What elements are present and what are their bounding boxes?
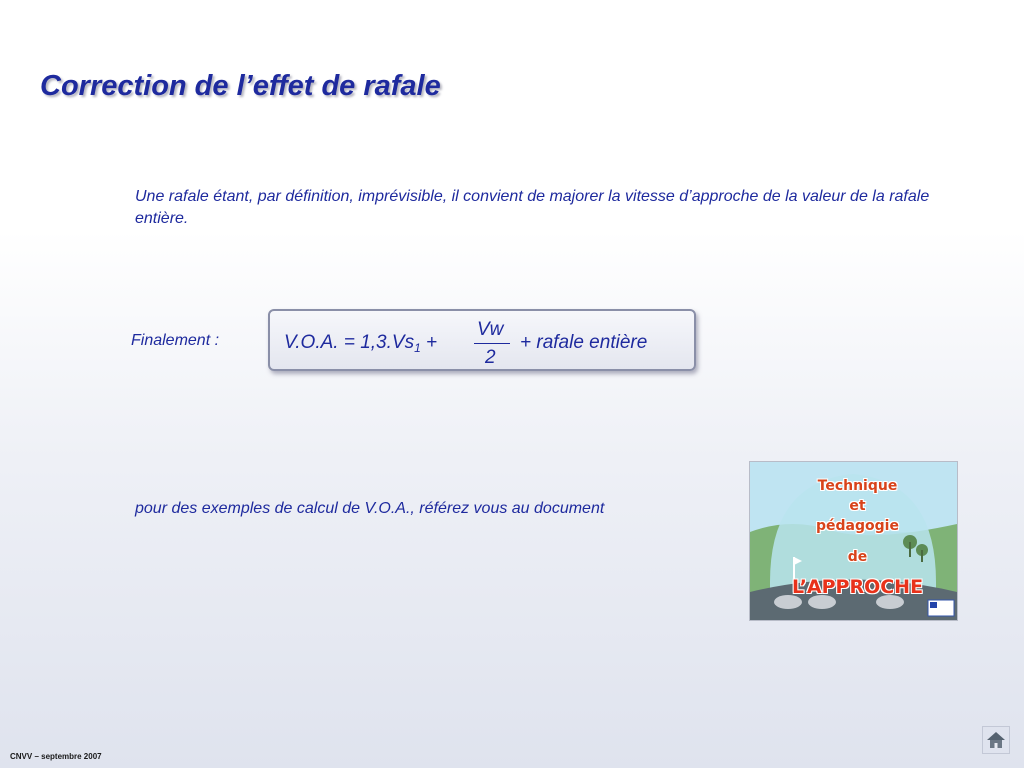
formula-numerator: Vw	[477, 319, 504, 340]
finalement-label: Finalement :	[131, 332, 220, 349]
formula-subscript: 1	[414, 341, 421, 355]
formula-plus: +	[426, 332, 438, 353]
formula-rest: + rafale entière	[520, 332, 648, 353]
document-title-line1: Technique	[817, 478, 898, 494]
document-title-line2: et	[849, 498, 866, 514]
document-title-line5: L’APPROCHE	[791, 576, 924, 598]
slide-title: Correction de l’effet de rafale	[40, 70, 441, 102]
approach-document-link[interactable]	[749, 461, 958, 621]
home-icon	[986, 730, 1006, 750]
document-title-line4: de	[847, 549, 868, 565]
footer-credit: CNVV – septembre 2007	[10, 752, 102, 761]
formula-box	[268, 309, 696, 371]
fraction-bar	[474, 343, 510, 344]
home-button[interactable]	[982, 726, 1010, 754]
reference-text: pour des exemples de calcul de V.O.A., référez vous au document	[135, 500, 605, 517]
document-title-line3: pédagogie	[816, 518, 899, 534]
intro-paragraph: Une rafale étant, par définition, imprévisible, il convient de majorer la vitesse d’approche de la valeur de la rafale entière.	[135, 188, 930, 227]
formula-denominator: 2	[485, 347, 496, 368]
formula-lhs: V.O.A. = $1,3.Vs_1$ +	[284, 332, 438, 355]
